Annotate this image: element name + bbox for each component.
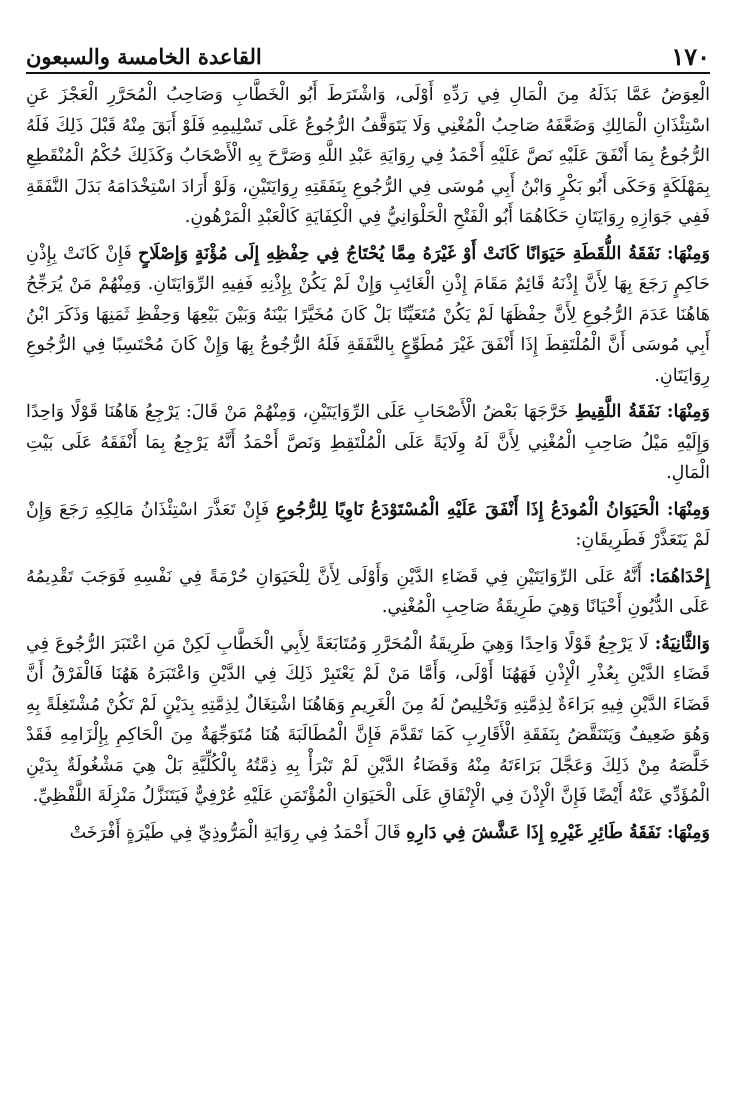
paragraph — [26, 818, 710, 849]
paragraph-lead: وَمِنْهَا: نَفَقَةُ طَائِرِ غَيْرِهِ إِذَا عَشَّشَ فِي دَارِهِ — [406, 822, 710, 843]
paragraph-lead: وَمِنْهَا: نَفَقَةُ اللَّقِيطِ — [574, 402, 710, 422]
paragraph-text: الْعِوَضُ عَمَّا بَذَلَهُ مِنَ الْمَالِ فِي رَدِّهِ أَوْلَى، وَاشْتَرَطَ أَبُو الْخَطَّابِ وَصَاحِبُ الْمُحَرَّرِ الْعَجْزَ عَنِ اسْتِئْذَانِ الْمَالِكِ وَضَعَّفَهُ صَاحِبُ الْمُغْنِي وَلَا يَتَوَقَّفُ الرُّجُوعُ عَلَى تَسْلِيمِهِ فَلَوْ أَبَقَ مِنْهُ قَبْلَ ذَلِكَ فَلَهُ الرُّجُوعُ بِمَا أَنْفَقَ عَلَيْهِ نَصَّ عَلَيْهِ أَحْمَدُ فِي رِوَايَةِ عَبْدِ اللَّهِ وَصَرَّحَ بِهِ الْأَصْحَابُ وَكَذَلِكَ حُكْمُ الْمُنْقَطِعِ بِمَهْلَكَةٍ وَحَكَى أَبُو بَكْرٍ وَابْنُ أَبِي مُوسَى فِي الرُّجُوعِ بِنَفَقَتِهِ رِوَايَتَيْنِ، وَلَوْ أَرَادَ اسْتِخْدَامَهُ بَدَلَ النَّفَقَةِ فَفِي جَوَازِهِ رِوَايَتَانِ حَكَاهُمَا أَبُو الْفَتْحِ الْحَلْوَانِيُّ فِي الْكِفَايَةِ كَالْعَبْدِ الْمَرْهُونِ. — [26, 85, 710, 227]
paragraph-lead: إِحْدَاهُمَا: — [649, 566, 710, 587]
paragraph-lead: وَمِنْهَا: نَفَقَةُ اللُّقَطَةِ حَيَوَانًا كَانَتْ أَوْ غَيْرَهُ مِمَّا يُحْتَاجُ فِي حِفْظِهِ إِلَى مُؤْنَةٍ وَإِصْلَاحٍ — [138, 243, 710, 264]
running-title: القاعدة الخامسة والسبعون — [26, 44, 262, 69]
paragraph — [26, 562, 710, 623]
page-number: ١٧٠ — [671, 42, 710, 71]
paragraph-text: فَإِنْ تَعَذَّرَ اسْتِئْذَانُ مَالِكِهِ رَجَعَ وَإِنْ لَمْ يَتَعَذَّرْ فَطَرِيقَانِ: — [26, 499, 710, 550]
paragraph — [26, 239, 710, 392]
paragraph — [26, 397, 710, 489]
page-body — [26, 80, 710, 854]
paragraph-lead: وَالثَّانِيَةُ: — [654, 633, 710, 654]
paragraph-lead: وَمِنْهَا: الْحَيَوَانُ الْمُودَعُ إِذَا أَنْفَقَ عَلَيْهِ الْمُسْتَوْدَعُ نَاوِيًا لِلرُّجُوعِ — [276, 499, 710, 520]
paragraph — [26, 495, 710, 556]
paragraph-text: خَرَّجَهَا بَعْضُ الْأَصْحَابِ عَلَى الرِّوَايَتَيْنِ، وَمِنْهُمْ مَنْ قَالَ: يَرْجِعُ هَاهُنَا قَوْلًا وَاحِدًا وَإِلَيْهِ مَيْلُ صَاحِبِ الْمُغْنِي لِأَنَّ لَهُ وِلَايَةً عَلَى الْمُلْتَقِطِ وَنَصَّ أَحْمَدُ أَنَّهُ يَرْجِعُ بِمَا أَنْفَقَهُ عَلَى بَيْتِ الْمَالِ. — [26, 402, 710, 483]
paragraph-text: فَإِنْ كَانَتْ بِإِذْنِ حَاكِمٍ رَجَعَ بِهَا لِأَنَّ إِذْنَهُ قَائِمٌ مَقَامَ إِذْنِ الْغَائِبِ وَإِنْ لَمْ يَكُنْ بِإِذْنِهِ فَفِيهِ الرِّوَايَتَانِ. وَمِنْهُمْ مَنْ يُرَجِّحُ هَاهُنَا عَدَمَ الرُّجُوعِ لِأَنَّ حِفْظَهَا لَمْ يَكُنْ مُتَعَيِّنًا بَلْ كَانَ مُخَيَّرًا بَيْنَهُ وَبَيْنَ بَيْعِهَا وَحِفْظِ ثَمَنِهَا وَذَكَرَ ابْنُ أَبِي مُوسَى أَنَّ الْمُلْتَقِطَ إِذَا أَنْفَقَ غَيْرَ مُطَوِّعٍ بِالنَّفَقَةِ فَلَهُ الرُّجُوعُ بِهَا وَإِنْ كَانَ مُحْتَسِبًا فِي الرُّجُوعِ رِوَايَتَانِ. — [26, 243, 710, 386]
page-header — [26, 36, 710, 74]
paragraph — [26, 629, 710, 812]
paragraph-text: لَا يَرْجِعُ قَوْلًا وَاحِدًا وَهِيَ طَرِيقَةُ الْمُحَرَّرِ وَمُتَابَعَةً لِأَبِي الْخَطَّابِ لَكِنْ مَنِ اعْتَبَرَ الرُّجُوعَ فِي قَضَاءِ الدَّيْنِ بِعُذْرِ الْإِذْنِ فَهَهُنَا أَوْلَى، وَأَمَّا مَنْ لَمْ يَعْتَبِرْ ذَلِكَ فِي الدَّيْنِ وَاعْتَبَرَهُ هَهُنَا فَالْفَرْقُ أَنَّ قَضَاءَ الدَّيْنِ فِيهِ بَرَاءَةٌ لِذِمَّتِهِ وَتَخْلِيصٌ لَهُ مِنَ الْغَرِيمِ وَهَاهُنَا اشْتِغَالٌ لِذِمَّتِهِ بِدَيْنٍ لَمْ تَكُنْ مُشْتَغِلَةً بِهِ وَهُوَ ضَعِيفٌ وَيَتَنَقَّضُ بِنَفَقَةِ الْأَقَارِبِ كَمَا تَقَدَّمَ فَإِنَّ الْمُطَالَبَةَ هُنَا مُتَوَجِّهَةٌ مِنَ الْحَاكِمِ بِإِلْزَامِهِ فَقَدْ خَلَّصَهُ مِنْ ذَلِكَ وَعَجَّلَ بَرَاءَتَهُ مِنْهُ وَقَضَاءُ الدَّيْنِ لَمْ تَبْرَأْ بِهِ ذِمَّتُهُ بِالْكُلِّيَّةِ بَلْ هِيَ مَشْغُولَةٌ بِدَيْنِ الْمُؤَدِّي عَنْهُ أَيْضًا فَإِنَّ الْإِذْنَ فِي الْإِنْفَاقِ عَلَى الْحَيَوَانِ الْمُؤْتَمَنِ عَلَيْهِ عُرْفِيٌّ فَيَتَنَزَّلُ مَنْزِلَةَ اللَّفْظِيِّ. — [26, 633, 710, 806]
paragraph-text: أَنَّهُ عَلَى الرِّوَايَتَيْنِ فِي قَضَاءِ الدَّيْنِ وَأَوْلَى لِأَنَّ لِلْحَيَوَانِ حُرْمَةً فِي نَفْسِهِ فَوَجَبَ تَقْدِيمُهُ عَلَى الدُّيُونِ أَحْيَانًا وَهِيَ طَرِيقَةُ صَاحِبِ الْمُغْنِي. — [26, 566, 710, 617]
paragraph — [26, 80, 710, 233]
paragraph-text: قَالَ أَحْمَدُ فِي رِوَايَةِ الْمَرُّوذِيِّ فِي طَيْرَةٍ أَفْرَخَتْ — [69, 822, 407, 843]
